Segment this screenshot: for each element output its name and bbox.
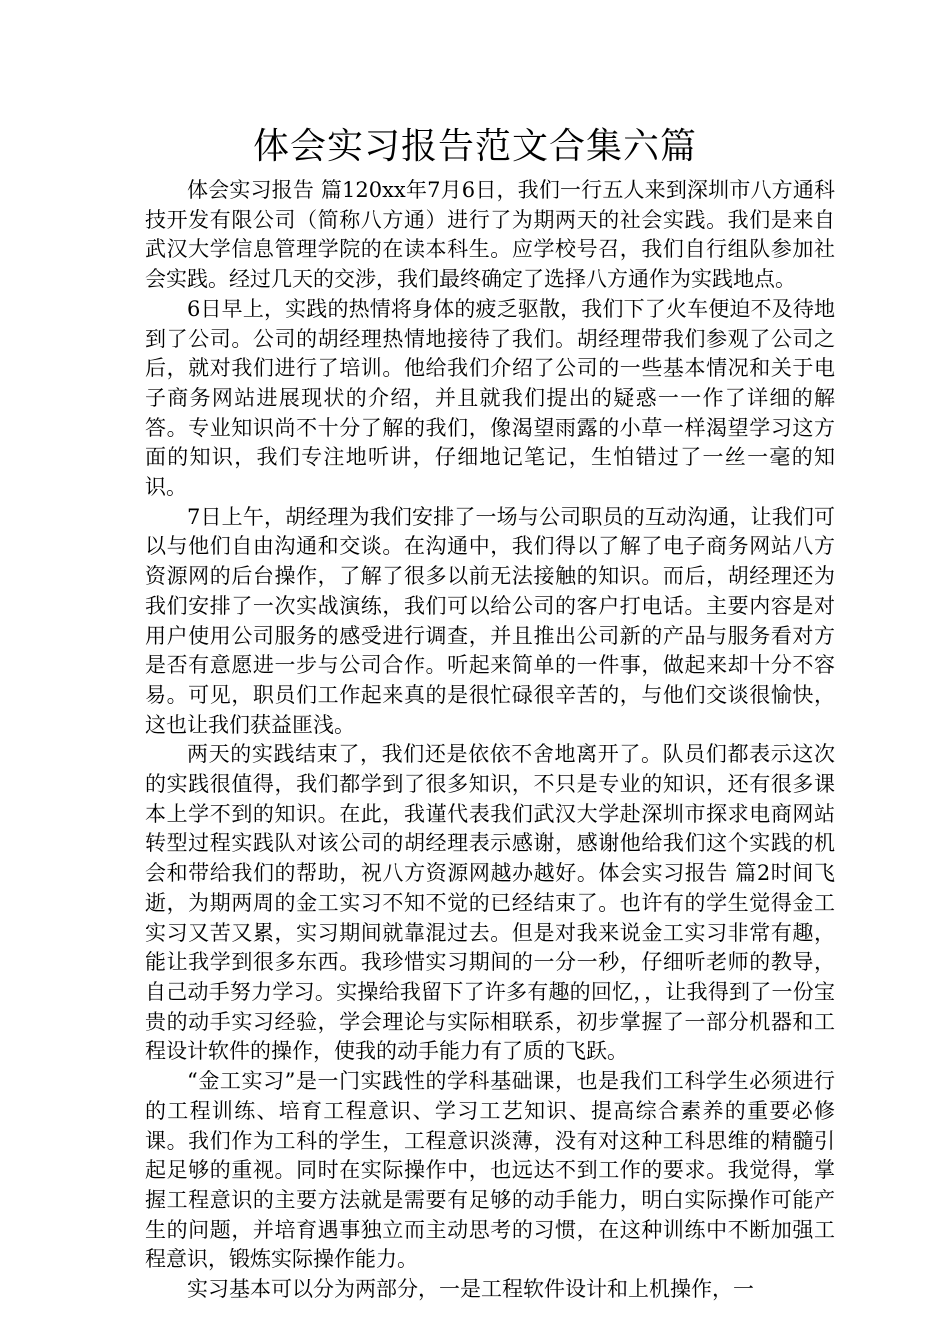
document-body bbox=[145, 176, 835, 1305]
paragraph-3: 7日上午，胡经理为我们安排了一场与公司职员的互动沟通，让我们可以与他们自由沟通和交谈。在沟通中，我们得以了解了电子商务网站八方资源网的后台操作，了解了很多以前无法接触的知识。而后，胡经理还为我们安排了一次实战演练，我们可以给公司的客户打电话。主要内容是对用户使用公司服务的感受进行调查，并且推出公司新的产品与服务看对方是否有意愿进一步与公司合作。听起来简单的一件事，做起来却十分不容易。可见，职员们工作起来真的是很忙碌很辛苦的，与他们交谈很愉快，这也让我们获益匪浅。 bbox=[145, 504, 835, 737]
paragraph-2: 6日早上，实践的热情将身体的疲乏驱散，我们下了火车便迫不及待地到了公司。公司的胡经理热情地接待了我们。胡经理带我们参观了公司之后，就对我们进行了培训。他给我们介绍了公司的一些基本情况和关于电子商务网站进展现状的介绍，并且就我们提出的疑惑一一作了详细的解答。专业知识尚不十分了解的我们，像渴望雨露的小草一样渴望学习这方面的知识，我们专注地听讲，仔细地记笔记，生怕错过了一丝一毫的知识。 bbox=[145, 296, 835, 500]
paragraph-6: 实习基本可以分为两部分，一是工程软件设计和上机操作，一 bbox=[187, 1277, 754, 1302]
paragraph-5: “金工实习”是一门实践性的学科基础课，也是我们工科学生必须进行的工程训练、培育工程意识、学习工艺知识、提高综合素养的重要必修课。我们作为工科的学生，工程意识淡薄，没有对这种工科思维的精髓引起足够的重视。同时在实际操作中，也远达不到工作的要求。我觉得，掌握工程意识的主要方法就是需要有足够的动手能力，明白实际操作可能产生的问题，并培育遇事独立而主动思考的习惯，在这种训练中不断加强工程意识，锻炼实际操作能力。 bbox=[145, 1069, 835, 1272]
document-title: 体会实习报告范文合集六篇 bbox=[252, 126, 697, 167]
paragraph-4: 两天的实践结束了，我们还是依依不舍地离开了。队员们都表示这次的实践很值得，我们都学到了很多知识，不只是专业的知识，还有很多课本上学不到的知识。在此，我谨代表我们武汉大学赴深圳市探求电商网站转型过程实践队对该公司的胡经理表示感谢，感谢他给我们这个实践的机会和带给我们的帮助，祝八方资源网越办越好。体会实习报告 篇2时间飞逝，为期两周的金工实习不知不觉的已经结束了。也许有的学生觉得金工实习又苦又累，实习期间就靠混过去。但是对我来说金工实习非常有趣，能让我学到很多东西。我珍惜实习期间的一分一秒，仔细听老师的教导，自己动手努力学习。实操给我留下了许多有趣的回忆，，让我得到了一份宝贵的动手实习经验，学会理论与实际相联系，初步掌握了一部分机器和工程设计软件的操作，使我的动手能力有了质的飞跃。 bbox=[145, 742, 835, 1064]
paragraph-1: 体会实习报告 篇120xx年7月6日，我们一行五人来到深圳市八方通科技开发有限公司（简称八方通）进行了为期两天的社会实践。我们是来自武汉大学信息管理学院的在读本科生。应学校号召，我们自行组队参加社会实践。经过几天的交涉，我们最终确定了选择八方通作为实践地点。 bbox=[145, 178, 835, 292]
